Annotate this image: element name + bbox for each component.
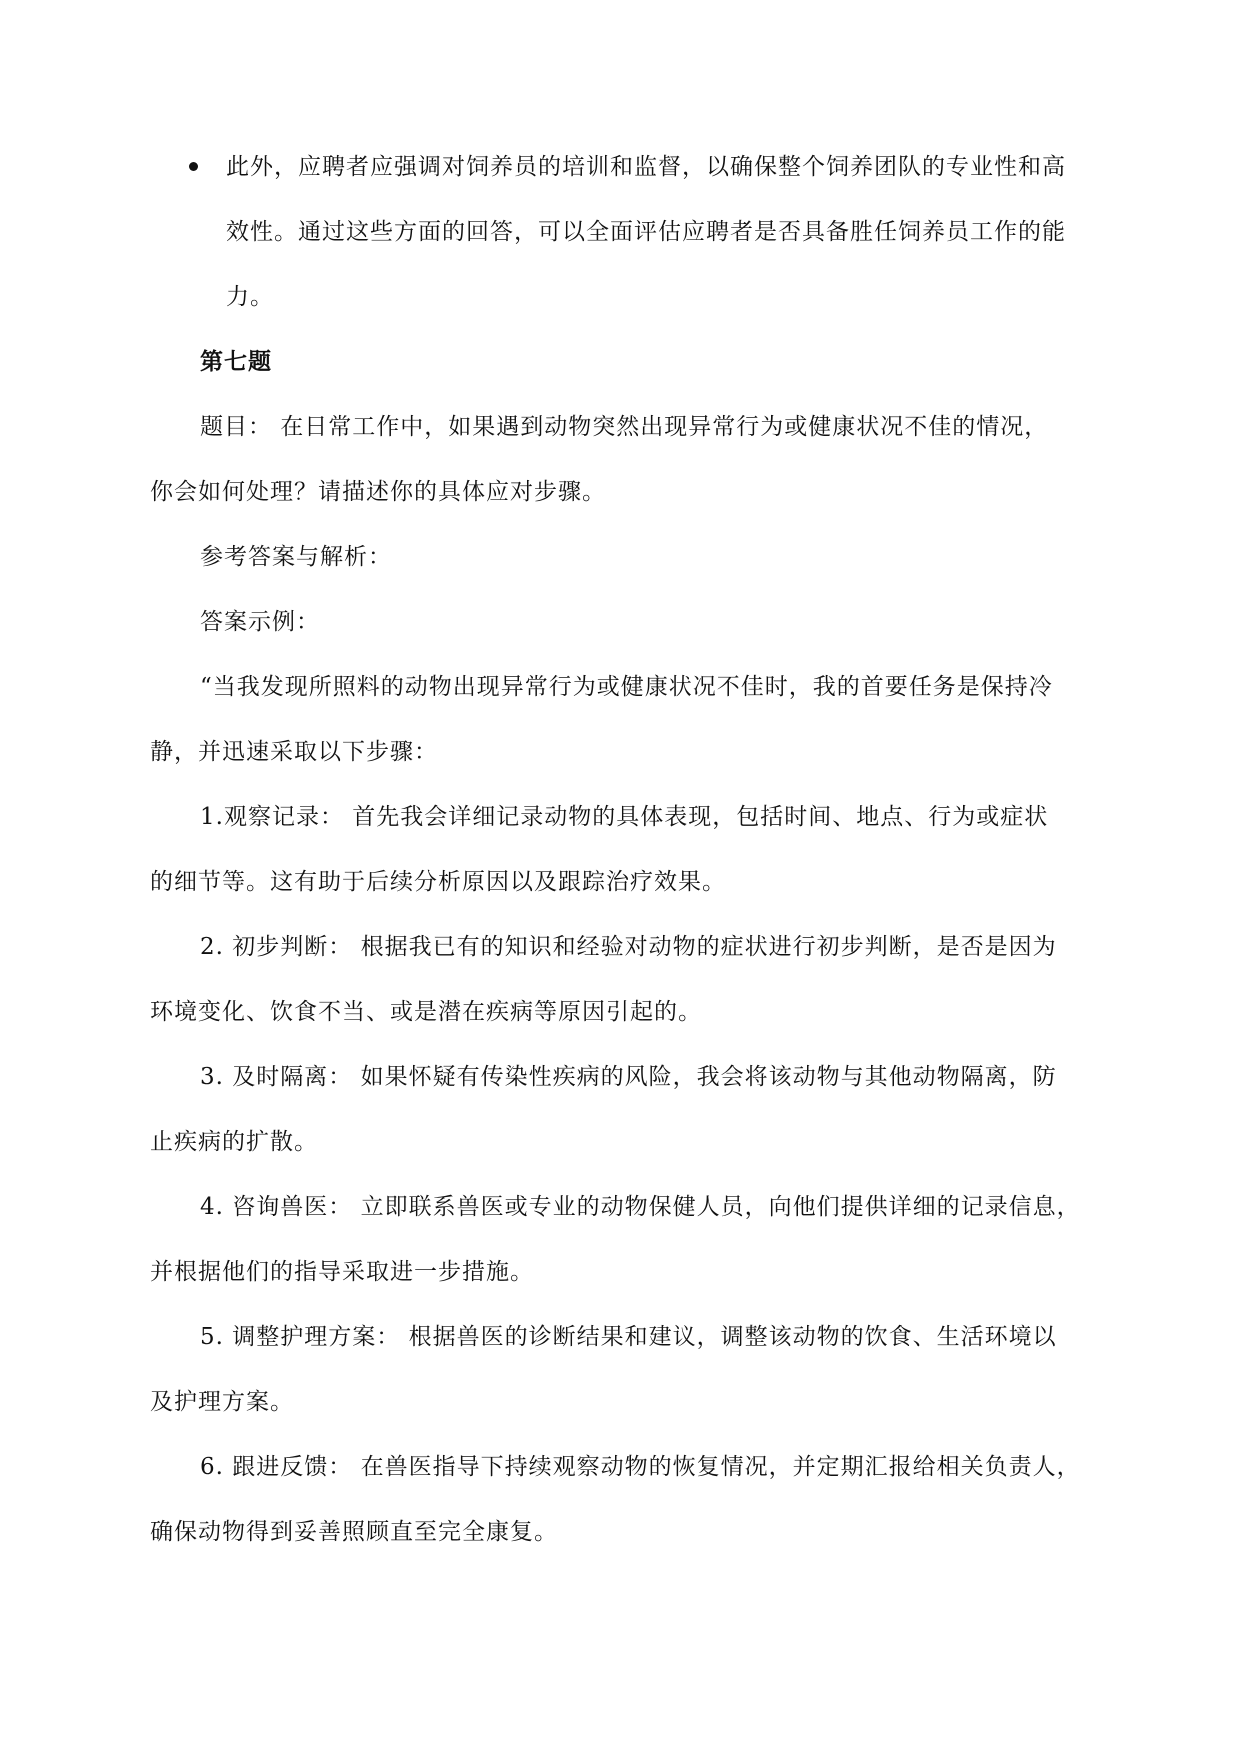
step-3-line-1: 3. 及时隔离： 如果怀疑有传染性疾病的风险，我会将该动物与其他动物隔离，防 bbox=[200, 1064, 1057, 1090]
step-6-line-1: 6. 跟进反馈： 在兽医指导下持续观察动物的恢复情况，并定期汇报给相关负责人， bbox=[200, 1454, 1081, 1480]
step-5-line-2: 及护理方案。 bbox=[150, 1389, 294, 1415]
bullet-paragraph-line-1: 此外，应聘者应强调对饲养员的培训和监督，以确保整个饲养团队的专业性和高 bbox=[226, 154, 1066, 180]
answer-example-label: 答案示例： bbox=[200, 609, 320, 635]
step-1-line-1: 1.观察记录： 首先我会详细记录动物的具体表现，包括时间、地点、行为或症状 bbox=[200, 804, 1049, 830]
step-4-line-1: 4. 咨询兽医： 立即联系兽医或专业的动物保健人员，向他们提供详细的记录信息， bbox=[200, 1194, 1081, 1220]
intro-line-2: 静，并迅速采取以下步骤： bbox=[150, 739, 438, 765]
step-2-line-2: 环境变化、饮食不当、或是潜在疾病等原因引起的。 bbox=[150, 999, 702, 1025]
step-6-line-2: 确保动物得到妥善照顾直至完全康复。 bbox=[150, 1519, 558, 1545]
question-line-1: 题目： 在日常工作中，如果遇到动物突然出现异常行为或健康状况不佳的情况， bbox=[200, 414, 1049, 440]
step-5-line-1: 5. 调整护理方案： 根据兽医的诊断结果和建议，调整该动物的饮食、生活环境以 bbox=[200, 1324, 1057, 1350]
bullet-paragraph-line-3: 力。 bbox=[226, 284, 274, 310]
step-2-line-1: 2. 初步判断： 根据我已有的知识和经验对动物的症状进行初步判断，是否是因为 bbox=[200, 934, 1057, 960]
step-4-line-2: 并根据他们的指导采取进一步措施。 bbox=[150, 1259, 534, 1285]
bullet-dot-icon bbox=[189, 162, 198, 171]
bullet-paragraph-line-2: 效性。通过这些方面的回答，可以全面评估应聘者是否具备胜任饲养员工作的能 bbox=[226, 219, 1066, 245]
intro-line-1: “当我发现所照料的动物出现异常行为或健康状况不佳时，我的首要任务是保持冷 bbox=[200, 674, 1053, 700]
step-3-line-2: 止疾病的扩散。 bbox=[150, 1129, 318, 1155]
step-1-line-2: 的细节等。这有助于后续分析原因以及跟踪治疗效果。 bbox=[150, 869, 726, 895]
reference-answer-label: 参考答案与解析： bbox=[200, 544, 392, 570]
question-line-2: 你会如何处理？请描述你的具体应对步骤。 bbox=[150, 479, 606, 505]
section-title: 第七题 bbox=[200, 348, 272, 375]
